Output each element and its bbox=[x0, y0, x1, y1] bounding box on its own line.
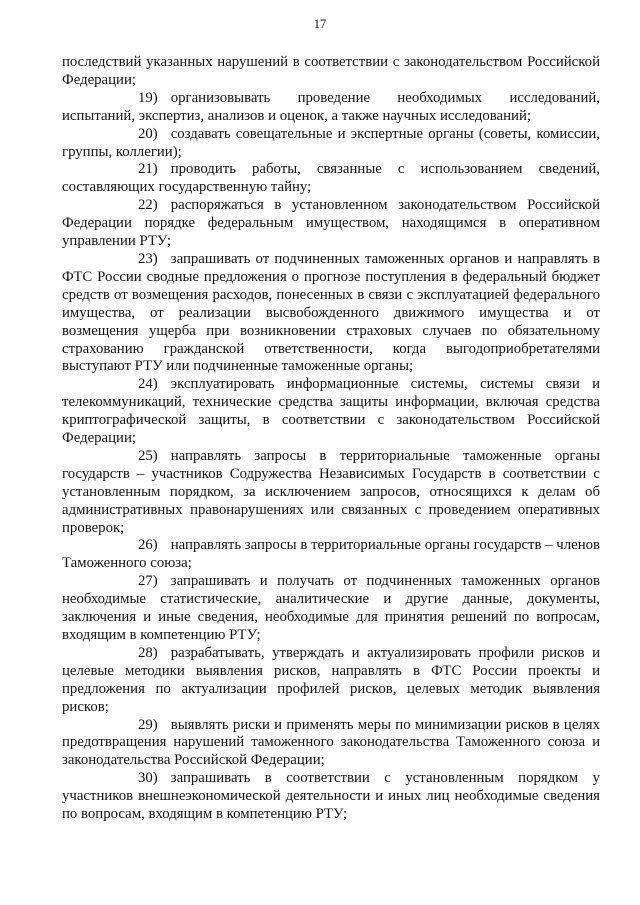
item-number: 29) bbox=[138, 716, 158, 733]
list-item-26 bbox=[62, 537, 600, 573]
item-text: разрабатывать, утверждать и актуализировать профили рисков и целевые методики выявления рисков, направлять в ФТС России проекты и предложения по актуализации профилей рисков, целевых методик выявления рисков; bbox=[62, 644, 600, 715]
list-item-24 bbox=[62, 376, 600, 448]
item-text: проводить работы, связанные с использованием сведений, составляющих государственную тайну; bbox=[62, 161, 600, 196]
item-number: 26) bbox=[138, 537, 158, 554]
list-item-19 bbox=[62, 90, 600, 126]
list-item-29 bbox=[62, 717, 600, 771]
list-item-23 bbox=[62, 251, 600, 376]
item-number: 28) bbox=[138, 644, 158, 661]
page-number: 17 bbox=[313, 17, 327, 31]
item-text: запрашивать в соответствии с установленным порядком у участников внешнеэкономической деятельности и иных лиц необходимые сведения по вопросам, входящим в компетенцию РТУ; bbox=[62, 770, 600, 823]
item-text: распоряжаться в установленном законодательством Российской Федерации порядке федеральным имуществом, находящимся в оперативном управлении РТУ; bbox=[62, 197, 600, 250]
item-number: 27) bbox=[138, 573, 158, 590]
item-number: 30) bbox=[138, 770, 158, 787]
document-body bbox=[62, 54, 600, 824]
item-text: эксплуатировать информационные системы, системы связи и телекоммуникаций, технические средства защиты информации, включая средства криптографической защиты, в соответствии с законодательством Российской Федерации; bbox=[62, 376, 600, 447]
item-text: организовывать проведение необходимых исследований, испытаний, экспертиз, анализов и оценок, а также научных исследований; bbox=[62, 89, 600, 124]
list-item-22 bbox=[62, 197, 600, 251]
item-number: 24) bbox=[138, 376, 158, 393]
item-number: 21) bbox=[138, 161, 158, 178]
list-item-30 bbox=[62, 770, 600, 824]
intro-paragraph: последствий указанных нарушений в соответствии с законодательством Российской Федерации; bbox=[62, 54, 600, 88]
list-item-21 bbox=[62, 161, 600, 197]
item-number: 22) bbox=[138, 197, 158, 214]
item-number: 20) bbox=[138, 125, 158, 142]
item-text: запрашивать и получать от подчиненных таможенных органов необходимые статистические, аналитические и другие данные, документы, заключения и иные сведения, необходимые для принятия решений по вопросам, входящим в компетенцию РТУ; bbox=[62, 573, 600, 643]
item-text: запрашивать от подчиненных таможенных органов и направлять в ФТС России сводные предложения о прогнозе поступления в федеральный бюджет средств от возмещения расходов, понесенных в связи с эксплуатацией федерального имущества, от реализации высвобожденного движимого имущества и от возмещения ущерба при возникновении страховых случаев по обязательному страхованию гражданской ответственности, когда выгодоприобретателями выступают РТУ или подчиненные таможенные органы; bbox=[62, 250, 600, 375]
item-number: 23) bbox=[138, 250, 158, 267]
item-number: 19) bbox=[138, 89, 158, 106]
list-item-25 bbox=[62, 448, 600, 538]
item-text: направлять запросы в территориальные органы государств – членов Таможенного союза; bbox=[62, 537, 601, 572]
list-item-27 bbox=[62, 573, 600, 645]
item-text: выявлять риски и применять меры по минимизации рисков в целях предотвращения нарушений таможенного законодательства Таможенного союза и законодательства Российской Федерации; bbox=[62, 716, 600, 769]
list-item-28 bbox=[62, 645, 600, 717]
item-number: 25) bbox=[138, 447, 158, 464]
list-item-20 bbox=[62, 126, 600, 162]
item-text: направлять запросы в территориальные таможенные органы государств – участников Содружества Независимых Государств в соответствии с установленным порядком, за исключением запросов, относящихся к делам об административных правонарушениях или связанных с проведением оперативных проверок; bbox=[62, 447, 600, 536]
item-text: создавать совещательные и экспертные органы (советы, комиссии, группы, коллегии); bbox=[62, 125, 600, 160]
